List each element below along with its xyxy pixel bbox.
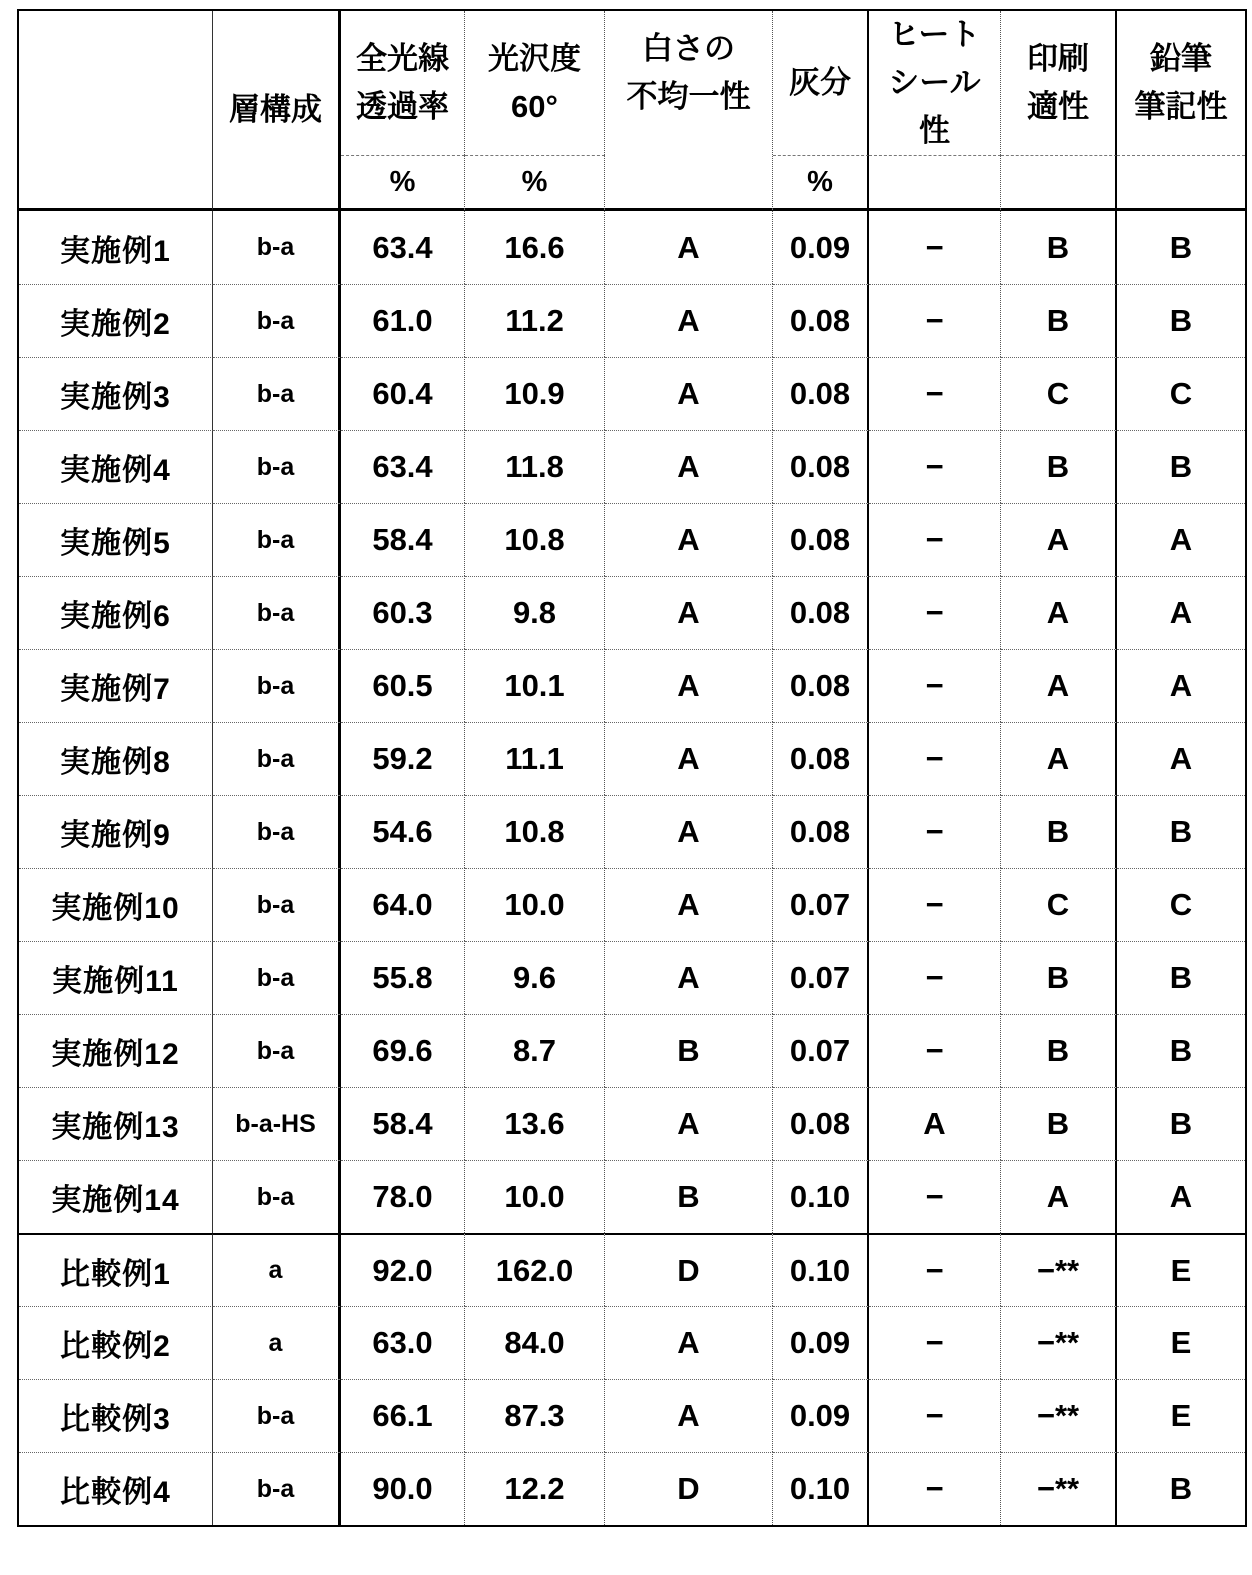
cell-gloss-60: 11.8 xyxy=(465,430,605,503)
cell-ash-content: 0.08 xyxy=(773,576,869,649)
cell-gloss-60: 11.1 xyxy=(465,722,605,795)
row-label: 実施例9 xyxy=(19,795,213,868)
cell-total-transmittance: 63.4 xyxy=(341,430,465,503)
row-label: 実施例4 xyxy=(19,430,213,503)
table-row xyxy=(19,649,1245,722)
cell-total-transmittance: 61.0 xyxy=(341,284,465,357)
table-row xyxy=(19,868,1245,941)
cell-total-transmittance: 55.8 xyxy=(341,941,465,1014)
cell-ash-content: 0.08 xyxy=(773,503,869,576)
cell-printability: −** xyxy=(1001,1379,1117,1452)
cell-whiteness-unevenness: D xyxy=(605,1233,773,1306)
cell-layer-structure: b-a xyxy=(213,357,341,430)
row-label: 実施例11 xyxy=(19,941,213,1014)
table-row xyxy=(19,357,1245,430)
header-cell-heat-seal: ヒート シール 性 xyxy=(869,11,1001,155)
cell-pencil-writability: E xyxy=(1117,1233,1245,1306)
cell-heat-seal: − xyxy=(869,941,1001,1014)
table-row xyxy=(19,284,1245,357)
row-label: 実施例12 xyxy=(19,1014,213,1087)
cell-heat-seal: − xyxy=(869,795,1001,868)
table-row xyxy=(19,1233,1245,1306)
cell-printability: A xyxy=(1001,649,1117,722)
cell-printability: C xyxy=(1001,868,1117,941)
table-row xyxy=(19,1306,1245,1379)
cell-heat-seal: − xyxy=(869,1379,1001,1452)
cell-pencil-writability: A xyxy=(1117,1160,1245,1233)
cell-pencil-writability: B xyxy=(1169,229,1193,265)
unit-cell-gloss-60: % xyxy=(465,155,605,211)
cell-layer-structure: b-a xyxy=(213,1452,341,1525)
cell-whiteness-unevenness: A xyxy=(605,430,773,503)
cell-printability: B xyxy=(1001,1087,1117,1160)
cell-layer-structure: b-a xyxy=(213,795,341,868)
cell-total-transmittance: 92.0 xyxy=(341,1233,465,1306)
cell-pencil-writability: A xyxy=(1117,503,1245,576)
cell-heat-seal: − xyxy=(869,357,1001,430)
cell-gloss-60: 12.2 xyxy=(465,1452,605,1525)
header-cell-whiteness-unevenness: 白さの 不均一性 xyxy=(605,11,773,211)
cell-heat-seal: − xyxy=(869,1306,1001,1379)
table-row xyxy=(19,430,1245,503)
cell-whiteness-unevenness: D xyxy=(605,1452,773,1525)
cell-printability: B xyxy=(1001,795,1117,868)
cell-printability: A xyxy=(1001,576,1117,649)
cell-layer-structure: a xyxy=(213,1306,341,1379)
cell-ash-content: 0.08 xyxy=(773,649,869,722)
cell-pencil-writability: A xyxy=(1117,722,1245,795)
cell-gloss-60: 10.0 xyxy=(465,1160,605,1233)
row-label: 実施例7 xyxy=(19,649,213,722)
cell-whiteness-unevenness: B xyxy=(605,1160,773,1233)
cell-whiteness-unevenness: A xyxy=(605,722,773,795)
cell-ash-content: 0.08 xyxy=(773,722,869,795)
cell-layer-structure: b-a xyxy=(213,868,341,941)
row-label: 実施例5 xyxy=(19,503,213,576)
header-cell-gloss-60: 光沢度 60° xyxy=(465,11,605,155)
cell-whiteness-unevenness: A xyxy=(605,503,773,576)
cell-pencil-writability: A xyxy=(1117,649,1245,722)
results-table xyxy=(17,9,1247,1527)
cell-ash-content: 0.08 xyxy=(773,430,869,503)
cell-ash-content: 0.09 xyxy=(773,1306,869,1379)
header-cell-blank xyxy=(19,11,213,211)
row-label: 比較例4 xyxy=(19,1452,213,1525)
table-row xyxy=(19,211,1245,284)
cell-layer-structure: b-a xyxy=(213,430,341,503)
cell-heat-seal: − xyxy=(869,211,1001,284)
cell-gloss-60: 10.0 xyxy=(465,868,605,941)
cell-total-transmittance: 78.0 xyxy=(341,1160,465,1233)
cell-ash-content: 0.10 xyxy=(773,1233,869,1306)
cell-printability: −** xyxy=(1001,1306,1117,1379)
cell-printability: B xyxy=(1001,211,1117,284)
cell-gloss-60: 84.0 xyxy=(465,1306,605,1379)
cell-ash-content: 0.08 xyxy=(773,1087,869,1160)
cell-ash-content: 0.10 xyxy=(773,1160,869,1233)
cell-total-transmittance: 58.4 xyxy=(341,1087,465,1160)
cell-ash-content: 0.08 xyxy=(773,795,869,868)
row-label: 比較例2 xyxy=(19,1306,213,1379)
cell-ash-content: 0.08 xyxy=(773,284,869,357)
cell-printability: C xyxy=(1001,357,1117,430)
cell-total-transmittance: 63.0 xyxy=(341,1306,465,1379)
cell-gloss-60: 9.6 xyxy=(465,941,605,1014)
cell-gloss-60: 16.6 xyxy=(465,211,605,284)
cell-layer-structure: a xyxy=(213,1233,341,1306)
cell-heat-seal: − xyxy=(869,430,1001,503)
row-label: 実施例8 xyxy=(19,722,213,795)
cell-whiteness-unevenness: A xyxy=(605,1379,773,1452)
cell-total-transmittance: 54.6 xyxy=(341,795,465,868)
header-cell-pencil-writability: 鉛筆 筆記性 xyxy=(1134,41,1228,125)
cell-pencil-writability: B xyxy=(1117,795,1245,868)
cell-printability: A xyxy=(1001,503,1117,576)
cell-pencil-writability: B xyxy=(1117,941,1245,1014)
cell-layer-structure: b-a xyxy=(213,941,341,1014)
row-label: 実施例10 xyxy=(19,868,213,941)
table-head xyxy=(19,11,1245,211)
cell-pencil-writability: B xyxy=(1117,1014,1245,1087)
row-label: 実施例13 xyxy=(19,1087,213,1160)
cell-printability: B xyxy=(1001,284,1117,357)
cell-heat-seal: − xyxy=(869,1160,1001,1233)
cell-pencil-writability: E xyxy=(1117,1379,1245,1452)
cell-layer-structure: b-a xyxy=(213,1014,341,1087)
cell-pencil-writability: B xyxy=(1117,430,1245,503)
cell-layer-structure: b-a xyxy=(213,1379,341,1452)
cell-whiteness-unevenness: A xyxy=(605,795,773,868)
cell-heat-seal: − xyxy=(869,868,1001,941)
row-label: 実施例1 xyxy=(19,211,213,284)
cell-layer-structure: b-a xyxy=(213,649,341,722)
cell-gloss-60: 10.8 xyxy=(465,795,605,868)
table-row xyxy=(19,722,1245,795)
cell-whiteness-unevenness: A xyxy=(605,1087,773,1160)
unit-cell-heat-seal xyxy=(869,155,1001,211)
cell-layer-structure: b-a-HS xyxy=(213,1087,341,1160)
cell-printability: B xyxy=(1001,941,1117,1014)
cell-whiteness-unevenness: A xyxy=(605,941,773,1014)
cell-layer-structure: b-a xyxy=(213,284,341,357)
table-row xyxy=(19,1087,1245,1160)
table-row xyxy=(19,503,1245,576)
header-cell-printability: 印刷 適性 xyxy=(1001,11,1117,155)
cell-whiteness-unevenness: B xyxy=(605,1014,773,1087)
unit-cell-total-transmittance: % xyxy=(341,155,465,211)
cell-ash-content: 0.10 xyxy=(773,1452,869,1525)
cell-total-transmittance: 90.0 xyxy=(341,1452,465,1525)
unit-cell-ash-content: % xyxy=(773,155,869,211)
cell-printability: −** xyxy=(1001,1452,1117,1525)
cell-total-transmittance: 58.4 xyxy=(341,503,465,576)
cell-heat-seal: − xyxy=(869,649,1001,722)
cell-layer-structure: b-a xyxy=(213,1160,341,1233)
cell-gloss-60: 162.0 xyxy=(465,1233,605,1306)
cell-gloss-60: 11.2 xyxy=(465,284,605,357)
cell-heat-seal: − xyxy=(869,284,1001,357)
unit-cell-pencil-writability xyxy=(1117,155,1245,211)
cell-pencil-writability: C xyxy=(1117,357,1245,430)
cell-heat-seal: − xyxy=(869,722,1001,795)
table-row xyxy=(19,795,1245,868)
header-cell-layer-structure: 層構成 xyxy=(213,11,341,211)
cell-heat-seal: − xyxy=(869,503,1001,576)
cell-whiteness-unevenness: A xyxy=(605,357,773,430)
cell-layer-structure: b-a xyxy=(213,576,341,649)
cell-pencil-writability: B xyxy=(1117,284,1245,357)
cell-printability: B xyxy=(1001,430,1117,503)
cell-printability: A xyxy=(1001,722,1117,795)
cell-heat-seal: − xyxy=(869,1233,1001,1306)
cell-total-transmittance: 60.4 xyxy=(341,357,465,430)
cell-layer-structure: b-a xyxy=(213,722,341,795)
cell-ash-content: 0.09 xyxy=(773,1379,869,1452)
row-label: 実施例3 xyxy=(19,357,213,430)
cell-heat-seal: − xyxy=(869,1452,1001,1525)
cell-ash-content: 0.07 xyxy=(773,941,869,1014)
cell-whiteness-unevenness: A xyxy=(605,284,773,357)
unit-cell-printability xyxy=(1001,155,1117,211)
cell-total-transmittance: 64.0 xyxy=(341,868,465,941)
header-row-main xyxy=(19,11,1245,155)
table-row xyxy=(19,1160,1245,1233)
cell-gloss-60: 10.1 xyxy=(465,649,605,722)
cell-ash-content: 0.07 xyxy=(773,1014,869,1087)
cell-gloss-60: 87.3 xyxy=(465,1379,605,1452)
cell-printability: −** xyxy=(1001,1233,1117,1306)
cell-pencil-writability: E xyxy=(1117,1306,1245,1379)
cell-total-transmittance: 66.1 xyxy=(341,1379,465,1452)
cell-pencil-writability: C xyxy=(1117,868,1245,941)
cell-pencil-writability: A xyxy=(1117,576,1245,649)
table-row xyxy=(19,576,1245,649)
cell-total-transmittance: 60.5 xyxy=(341,649,465,722)
cell-total-transmittance: 60.3 xyxy=(341,576,465,649)
table-row xyxy=(19,1379,1245,1452)
table-row xyxy=(19,1452,1245,1525)
cell-ash-content: 0.07 xyxy=(773,868,869,941)
cell-gloss-60: 9.8 xyxy=(465,576,605,649)
row-label: 実施例14 xyxy=(19,1160,213,1233)
cell-pencil-writability: B xyxy=(1117,1087,1245,1160)
cell-pencil-writability: B xyxy=(1117,1452,1245,1525)
cell-ash-content: 0.08 xyxy=(773,357,869,430)
cell-heat-seal: − xyxy=(869,1014,1001,1087)
cell-total-transmittance: 59.2 xyxy=(341,722,465,795)
cell-gloss-60: 13.6 xyxy=(465,1087,605,1160)
cell-layer-structure: b-a xyxy=(213,211,341,284)
cell-whiteness-unevenness: A xyxy=(605,211,773,284)
row-label: 実施例6 xyxy=(19,576,213,649)
cell-printability: B xyxy=(1001,1014,1117,1087)
table-row xyxy=(19,1014,1245,1087)
cell-total-transmittance: 63.4 xyxy=(341,211,465,284)
table-row xyxy=(19,941,1245,1014)
cell-gloss-60: 8.7 xyxy=(465,1014,605,1087)
cell-heat-seal: A xyxy=(869,1087,1001,1160)
cell-total-transmittance: 69.6 xyxy=(341,1014,465,1087)
row-label: 比較例3 xyxy=(19,1379,213,1452)
cell-ash-content: 0.09 xyxy=(773,211,869,284)
cell-gloss-60: 10.9 xyxy=(465,357,605,430)
cell-heat-seal: − xyxy=(869,576,1001,649)
row-label: 比較例1 xyxy=(19,1233,213,1306)
cell-whiteness-unevenness: A xyxy=(605,868,773,941)
header-cell-total-transmittance: 全光線 透過率 xyxy=(341,11,465,155)
cell-whiteness-unevenness: A xyxy=(605,576,773,649)
cell-whiteness-unevenness: A xyxy=(605,1306,773,1379)
cell-layer-structure: b-a xyxy=(213,503,341,576)
cell-gloss-60: 10.8 xyxy=(465,503,605,576)
results-body xyxy=(19,211,1245,1525)
cell-whiteness-unevenness: A xyxy=(605,649,773,722)
cell-printability: A xyxy=(1001,1160,1117,1233)
row-label: 実施例2 xyxy=(19,284,213,357)
header-cell-ash-content: 灰分 xyxy=(773,11,869,155)
